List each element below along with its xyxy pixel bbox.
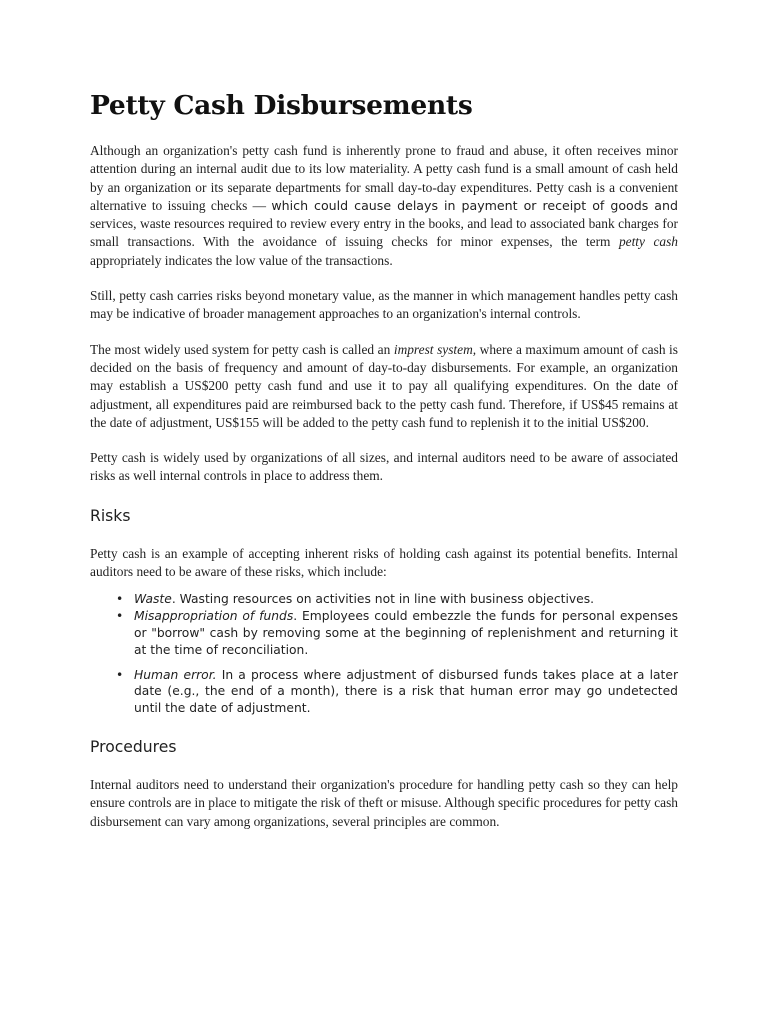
- risks-intro: Petty cash is an example of accepting inherent risks of holding cash against its potential benefits. Internal auditors need to be aware of these risks, which include:: [90, 545, 678, 580]
- risk-item-misappropriation: [116, 608, 678, 658]
- bullet-icon: •: [116, 592, 124, 607]
- risk-item-waste: [116, 591, 678, 608]
- risks-heading: Risks: [90, 506, 131, 525]
- intro-paragraph-4: Petty cash is widely used by organizations of all sizes, and internal auditors need to be aware of associated risks as well internal controls in place to address them.: [90, 450, 678, 484]
- intro-p1-text-a: Although an organization's petty cash fund is inherently prone to fraud and abuse, it often receives minor attention during an internal audit due to its low materiality. A petty cash fund is a small amount of cash held by an organization or its separate departments for small day-to-day expenditures. Petty cash is a convenient alternative to issuing checks —: [90, 143, 678, 213]
- intro-paragraph-1: [90, 142, 678, 270]
- intro-p1-text-c: services, waste resources required to review every entry in the books, and lead to associated bank charges for small transactions. With the avoidance of issuing checks for minor expenses, the term: [90, 216, 678, 250]
- intro-p3-emphasis: imprest system,: [393, 341, 477, 357]
- intro-p3-text-b: where a maximum amount of cash is decided on the basis of frequency and amount of day-to-day disbursements. For example, an organization may establish a US$200 petty cash fund and use it to pay all qualifying expenditures. On the date of adjustment, all expenditures paid are reimbursed back to the petty cash fund. Therefore, if US$45 remains at the date of adjustment, US$155 will be added to the petty cash fund to replenish it to the initial US$200.: [90, 341, 678, 430]
- intro-p1-text-d: appropriately indicates the low value of the transactions.: [90, 252, 393, 268]
- intro-p3-text-a: The most widely used system for petty cash is called an: [90, 341, 394, 357]
- intro-paragraph-3: [90, 341, 678, 432]
- intro-paragraph-2: Still, petty cash carries risks beyond monetary value, as the manner in which management handles petty cash may be indicative of broader management approaches to an organization's internal controls.: [90, 288, 678, 322]
- bullet-icon: •: [116, 609, 124, 624]
- risk-item-human-error: [116, 667, 678, 717]
- risk-term: Human error.: [134, 667, 217, 682]
- risk-term: Misappropriation of funds: [134, 609, 294, 624]
- risk-text: In a process where adjustment of disbursed funds takes place at a later date (e.g., the end of a month), there is a risk that human error may go undetected until the date of adjustment.: [134, 667, 678, 716]
- document-page: [90, 86, 678, 831]
- risk-text: . Employees could embezzle the funds for personal expenses or "borrow" cash by removing some at the beginning of replenishment and returning it at the time of reconciliation.: [134, 609, 678, 657]
- procedures-paragraph-1: Internal auditors need to understand their organization's procedure for handling petty cash so they can help ensure controls are in place to mitigate the risk of theft or misuse. Although specific procedures for petty cash disbursement can vary among organizations, several principles are common.: [90, 776, 678, 829]
- procedures-heading: Procedures: [90, 737, 177, 756]
- risk-term: Waste: [134, 592, 172, 607]
- risk-text: . Wasting resources on activities not in line with business objectives.: [171, 592, 595, 607]
- bullet-icon: •: [116, 667, 124, 682]
- intro-p1-emphasis: petty cash: [618, 234, 679, 250]
- intro-p1-text-b: which could cause delays in payment or receipt of goods and: [271, 197, 678, 213]
- risks-list: [90, 591, 678, 717]
- page-title: Petty Cash Disbursements: [90, 90, 473, 121]
